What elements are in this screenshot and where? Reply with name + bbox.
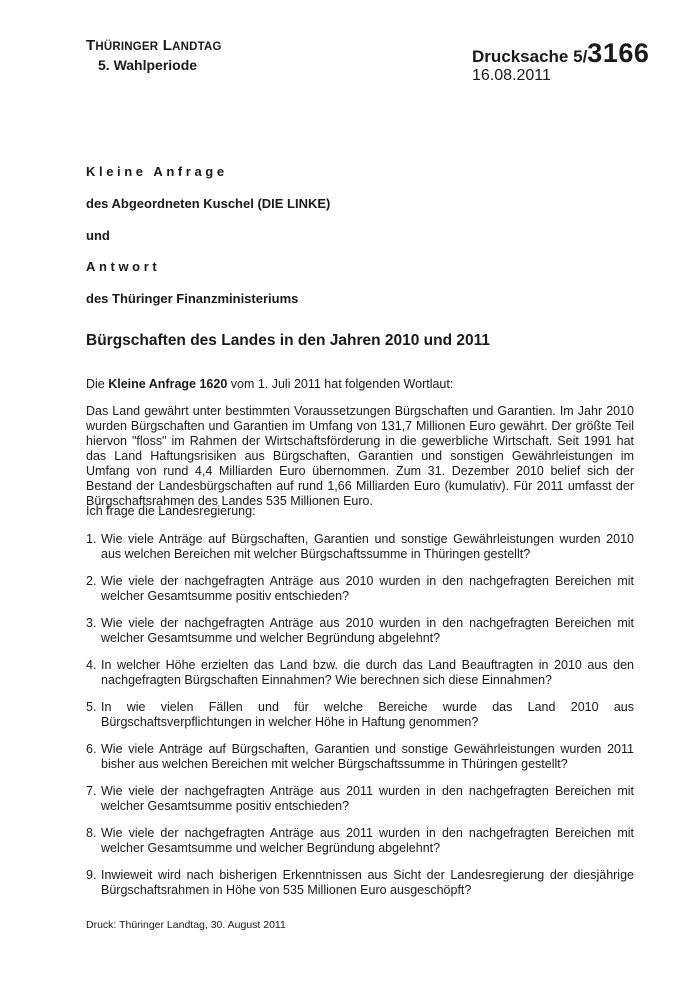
und-line: und	[86, 228, 110, 243]
question-number: 8.	[86, 826, 97, 840]
wortlaut-line	[86, 377, 634, 392]
question-number: 9.	[86, 868, 97, 882]
landtag-word-2-rest: ANDTAG	[172, 41, 222, 53]
question-text: Inwieweit wird nach bisherigen Erkenntnissen aus Sicht der Landesregierung der diesjährige Bürgschaftsrahmen in Höhe von 535 Millionen Euro ausgeschöpft?	[101, 868, 634, 897]
wortlaut-prefix: Die	[86, 377, 109, 391]
question-number: 2.	[86, 574, 97, 588]
question-text: Wie viele der nachgefragten Anträge aus 2011 wurden in den nachgefragten Bereichen mit welcher Gesamtsumme und welcher Begründung abgelehnt?	[101, 826, 634, 855]
document-header-right	[472, 38, 649, 85]
question-text: Wie viele der nachgefragten Anträge aus 2010 wurden in den nachgefragten Bereichen mit welcher Gesamtsumme positiv entschieden?	[101, 574, 634, 603]
question-item	[86, 532, 634, 562]
question-number: 6.	[86, 742, 97, 756]
wahlperiode: 5. Wahlperiode	[98, 57, 198, 73]
drucksache-number: 3166	[587, 38, 650, 68]
abgeordneter-line: des Abgeordneten Kuschel (DIE LINKE)	[86, 196, 331, 211]
question-item	[86, 826, 634, 856]
question-number: 3.	[86, 616, 97, 630]
kleine-anfrage-heading: Kleine Anfrage	[86, 164, 228, 179]
question-number: 5.	[86, 700, 97, 714]
question-number: 7.	[86, 784, 97, 798]
ministerium-line: des Thüringer Finanzministeriums	[86, 291, 299, 306]
question-text: Wie viele Anträge auf Bürgschaften, Garantien und sonstige Gewährleistungen wurden 2010 aus welchen Bereichen mit welcher Bürgschaftssumme in Thüringen gestellt?	[101, 532, 634, 561]
question-item	[86, 574, 634, 604]
landtag-initial-1: T	[86, 37, 96, 54]
document-title: Bürgschaften des Landes in den Jahren 2010 und 2011	[86, 332, 490, 349]
drucksache-label: Drucksache 5/	[472, 47, 588, 66]
question-number: 4.	[86, 658, 97, 672]
question-text: In welcher Höhe erzielten das Land bzw. die durch das Land Beauftragten in 2010 aus den nachgefragten Bürgschaften Einnahmen? Wie berechnen sich diese Einnahmen?	[101, 658, 634, 687]
question-item	[86, 700, 634, 730]
anfrage-reference: Kleine Anfrage 1620	[108, 377, 228, 391]
body-paragraph: Das Land gewährt unter bestimmten Voraussetzungen Bürgschaften und Garantien. Im Jahr 2010 wurden Bürgschaften und Garantien im Umfang von 131,7 Millionen Euro gewährt. Der größte Teil hiervon "floss" im Rahmen der Wirtschaftsförderung in die gewerbliche Wirtschaft. Seit 1991 hat das Land Haftungsrisiken aus Bürgschaften, Garantien und sonstigen Gewährleistungen im Umfang von rund 4,4 Milliarden Euro übernommen. Zum 31. Dezember 2010 belief sich der Bestand der Landesbürgschaften auf rund 1,66 Milliarden Euro (kumulativ). Für 2011 umfasst der Bürgschaftsrahmen des Landes 535 Millionen Euro.	[86, 404, 634, 508]
landtag-word-1-rest: HÜRINGER	[95, 41, 159, 53]
landtag-name	[86, 37, 222, 56]
question-text: In wie vielen Fällen und für welche Bereiche wurde das Land 2010 aus Bürgschaftsverpflichtungen in welcher Höhe in Haftung genommen?	[101, 700, 634, 729]
drucksache-date: 16.08.2011	[472, 67, 551, 84]
question-item	[86, 784, 634, 814]
landtag-initial-2: L	[162, 37, 173, 54]
question-text: Wie viele Anträge auf Bürgschaften, Garantien und sonstige Gewährleistungen wurden 2011 bisher aus welchen Bereichen mit welcher Bürgschaftssumme in Thüringen gestellt?	[101, 742, 634, 771]
question-item	[86, 616, 634, 646]
question-item	[86, 658, 634, 688]
print-footer: Druck: Thüringer Landtag, 30. August 2011	[86, 919, 286, 931]
ich-frage-line: Ich frage die Landesregierung:	[86, 504, 256, 518]
wortlaut-suffix: vom 1. Juli 2011 hat folgenden Wortlaut:	[227, 377, 454, 391]
question-number: 1.	[86, 532, 97, 546]
question-item	[86, 868, 634, 898]
question-text: Wie viele der nachgefragten Anträge aus 2011 wurden in den nachgefragten Bereichen mit welcher Gesamtsumme positiv entschieden?	[101, 784, 634, 813]
drucksache-number-line	[472, 38, 649, 69]
antwort-heading: Antwort	[86, 259, 161, 274]
document-header-left	[86, 37, 222, 73]
question-text: Wie viele der nachgefragten Anträge aus 2010 wurden in den nachgefragten Bereichen mit welcher Gesamtsumme und welcher Begründung abgelehnt?	[101, 616, 634, 645]
question-item	[86, 742, 634, 772]
